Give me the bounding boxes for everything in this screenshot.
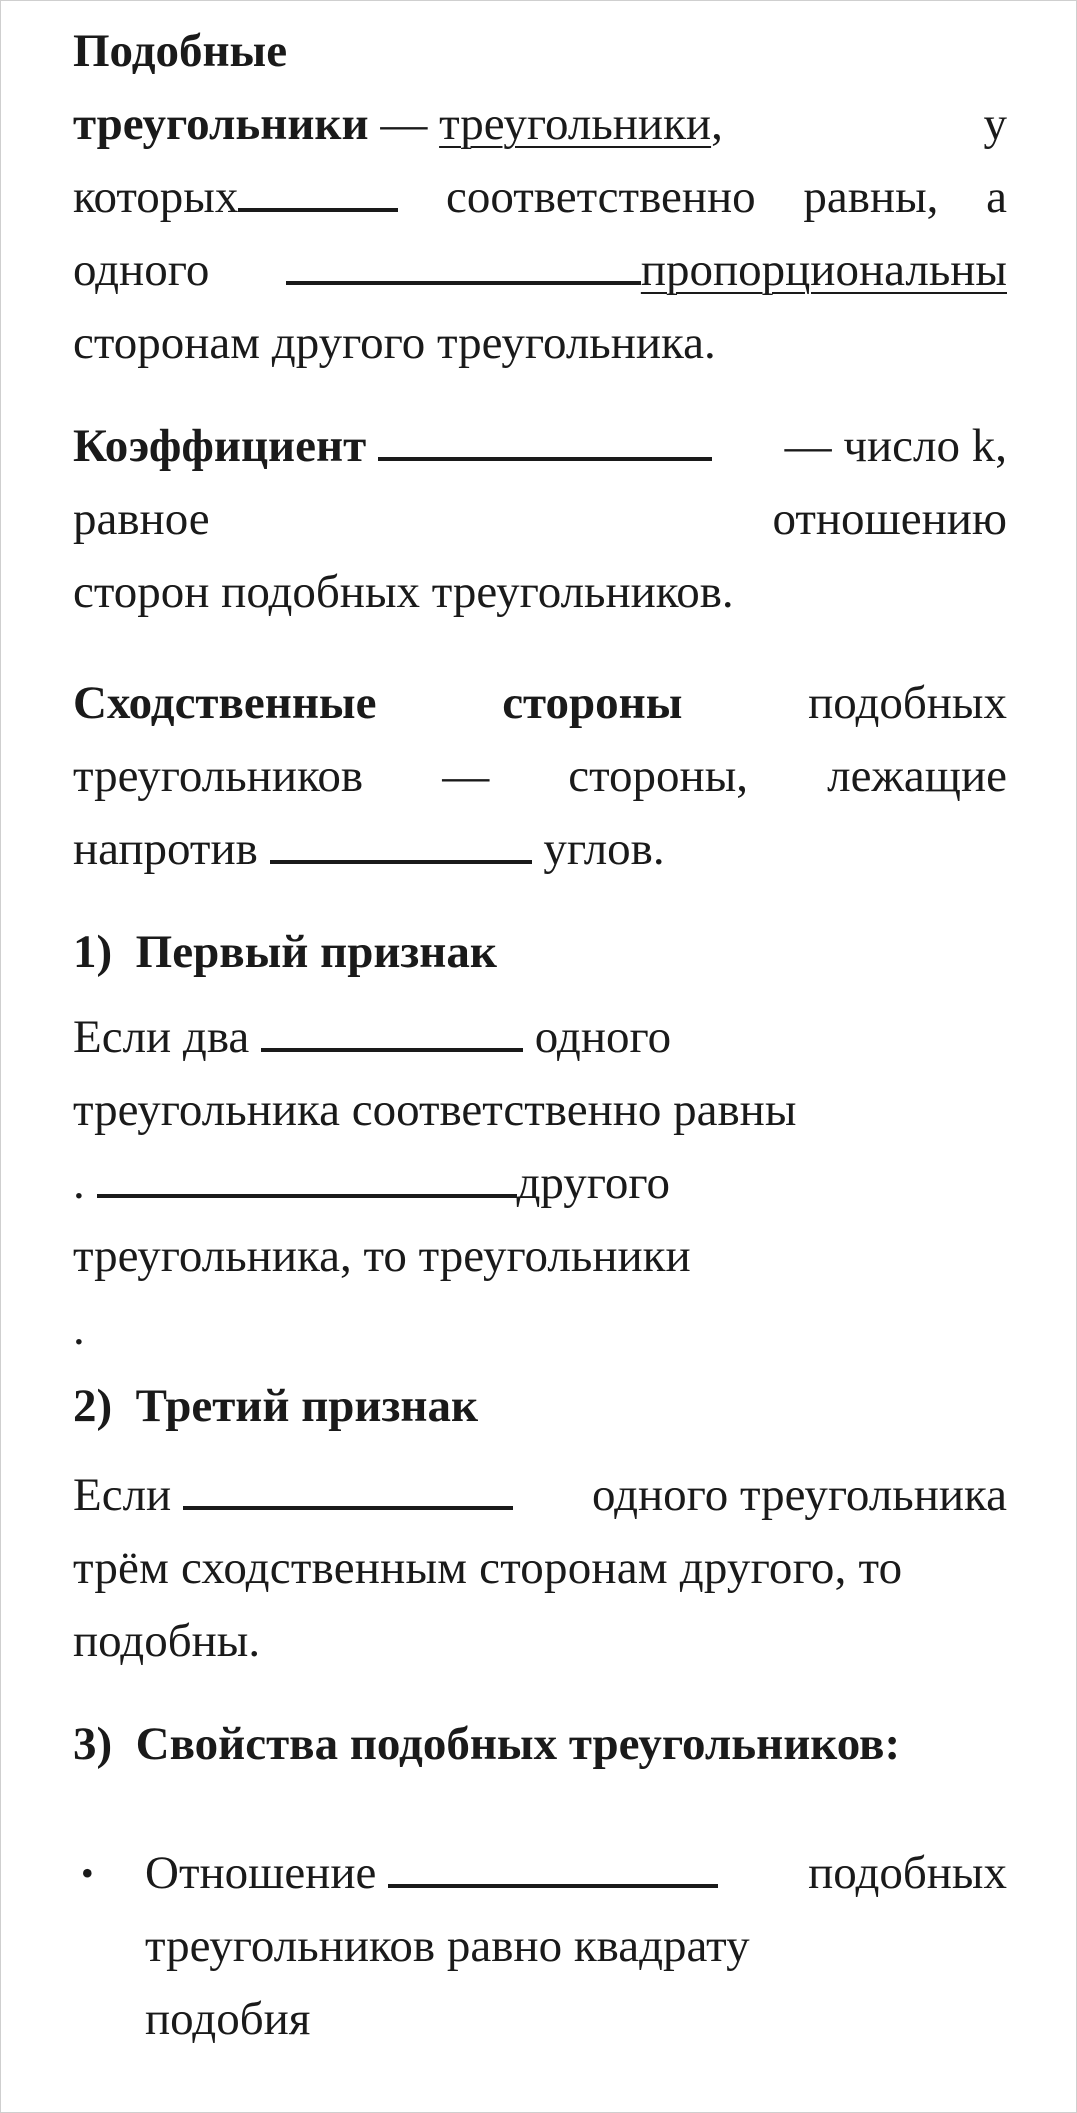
corresponding-line-1 <box>73 667 1007 740</box>
criterion1-line-2: треугольника соответственно равны <box>73 1084 797 1136</box>
term-storony: стороны <box>502 677 683 729</box>
heading-number: 2) <box>73 1380 113 1432</box>
criterion1-line-4: треугольника, то треугольники <box>73 1230 691 1282</box>
heading-first-criterion <box>73 916 1007 989</box>
fill-blank[interactable] <box>97 1158 517 1198</box>
word-ravnoe: равное <box>73 493 210 545</box>
heading-properties <box>73 1708 1007 1781</box>
property-line-2: треугольников равно квадрату <box>145 1920 750 1972</box>
corresponding-line-3 <box>73 813 1007 886</box>
word-otnosheniyu: отношению <box>772 493 1007 545</box>
word-odnogo: одного <box>534 1011 672 1063</box>
fill-blank[interactable] <box>261 1012 523 1052</box>
fill-blank[interactable] <box>286 245 641 285</box>
heading-text: Третий признак <box>135 1380 479 1432</box>
comma: , <box>711 98 723 150</box>
criterion3-line-3: подобны. <box>73 1615 261 1667</box>
third-criterion-text <box>73 1459 1007 1678</box>
dash: — <box>380 98 428 150</box>
document-content <box>73 15 1007 2056</box>
property-line-1 <box>145 1837 1007 1910</box>
word-drugogo: другого <box>516 1157 671 1209</box>
definition-coefficient <box>73 410 1007 629</box>
criterion3-line-1 <box>73 1459 1007 1532</box>
definition-line-3 <box>73 161 1007 234</box>
word-proportional: пропорциональны <box>640 244 1007 296</box>
criterion3-line-2: трём сходственным сторонам другого, то <box>73 1542 903 1594</box>
dash: — <box>442 750 490 802</box>
definition-line-4 <box>73 234 1007 307</box>
fill-blank[interactable] <box>378 421 712 461</box>
heading-third-criterion <box>73 1370 1007 1443</box>
word-naprotiv: напротив <box>73 823 258 875</box>
criterion1-line-5: . <box>73 1303 85 1355</box>
word-ravny: равны, <box>803 171 939 223</box>
coefficient-tail: — число k, <box>784 420 1007 472</box>
criterion1-line-1 <box>73 1001 1007 1074</box>
heading-number: 3) <box>73 1718 113 1770</box>
corresponding-line-2 <box>73 740 1007 813</box>
word-sootv: соответственно <box>446 171 756 223</box>
definition-line-2 <box>73 88 1007 161</box>
term-line-1: Подобные <box>73 25 288 77</box>
word-a: а <box>986 171 1007 223</box>
coefficient-line-2 <box>73 483 1007 556</box>
heading-number: 1) <box>73 926 113 978</box>
dot: . <box>73 1157 85 1209</box>
word-podobnyh: подобных <box>808 1847 1007 1899</box>
heading-text: Первый признак <box>135 926 497 978</box>
fill-blank[interactable] <box>238 172 398 212</box>
word-lezhaschie: лежащие <box>827 750 1007 802</box>
property-list-item <box>73 1837 1007 2056</box>
word-u: у <box>983 98 1007 150</box>
word-odnogo: одного <box>73 244 210 296</box>
definition-similar-triangles <box>73 15 1007 380</box>
fill-blank[interactable] <box>183 1470 513 1510</box>
fill-blank[interactable] <box>388 1848 718 1888</box>
word-kotoryh: которых <box>73 171 239 223</box>
criterion1-line-3 <box>73 1147 1007 1220</box>
coefficient-line-3: сторон подобных треугольников. <box>73 566 734 618</box>
definition-corresponding-sides <box>73 667 1007 886</box>
words-odnogo-treugolnika: одного треугольника <box>591 1469 1007 1521</box>
word-storony: стороны, <box>568 750 749 802</box>
coefficient-line-1 <box>73 410 1007 483</box>
term-line-2: треугольники <box>73 98 369 150</box>
fill-blank[interactable] <box>270 824 532 864</box>
word-podobnyh: подобных <box>808 677 1007 729</box>
bullet-icon: • <box>81 1853 94 1893</box>
word-esli: Если <box>73 1469 172 1521</box>
property-line-3: подобия <box>145 1993 311 2045</box>
term-shodstvennye: Сходственные <box>73 677 377 729</box>
words-esli-dva: Если два <box>73 1011 250 1063</box>
term-coefficient: Коэффициент <box>73 420 367 472</box>
word-treugolnikov: треугольников <box>73 750 364 802</box>
word-uglov: углов. <box>543 823 665 875</box>
word-otnoshenie: Отношение <box>145 1847 377 1899</box>
definition-line-5: сторонам другого треугольника. <box>73 317 716 369</box>
triangles-link[interactable]: треугольники <box>439 98 712 150</box>
first-criterion-text <box>73 1001 1007 1366</box>
heading-text: Свойства подобных треугольников: <box>135 1718 901 1770</box>
